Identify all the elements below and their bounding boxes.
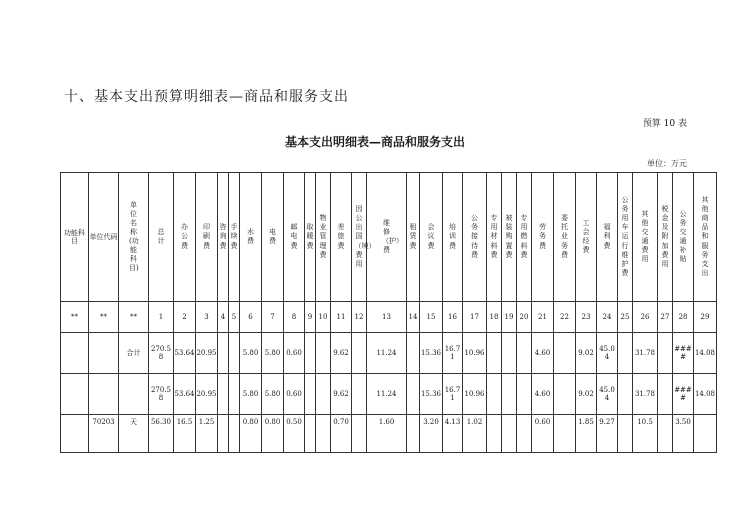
- table-cell: 11.24: [367, 374, 407, 415]
- table-cell: [407, 415, 420, 453]
- table-cell: [61, 415, 89, 453]
- index-cell: 2: [174, 302, 196, 333]
- column-header: [61, 173, 89, 302]
- column-header-label: 因公出国（境）费用: [354, 205, 376, 268]
- table-cell: [618, 374, 633, 415]
- table-cell: 9.27: [597, 415, 618, 453]
- index-cell: 14: [407, 302, 420, 333]
- column-header-label: 维修（护）费: [382, 218, 403, 255]
- column-index-row: [61, 302, 717, 333]
- table-cell: 31.78: [633, 333, 658, 374]
- index-cell: 6: [240, 302, 262, 333]
- table-cell: [61, 333, 89, 374]
- table-cell: 0.60: [284, 333, 305, 374]
- table-cell: ####: [673, 374, 694, 415]
- table-cell: 4.60: [532, 333, 554, 374]
- index-cell: 10: [316, 302, 331, 333]
- column-header-label: 会议费: [427, 223, 435, 250]
- table-cell: 270.58: [149, 374, 174, 415]
- column-header-label: 其他交通费用: [641, 209, 649, 264]
- table-cell: 1.02: [463, 415, 487, 453]
- table-cell: [618, 333, 633, 374]
- table-cell: 31.78: [633, 374, 658, 415]
- table-cell: [502, 333, 517, 374]
- column-header-label: 税金及附加费用: [661, 205, 669, 268]
- table-cell: 5.80: [240, 374, 262, 415]
- table-cell: [407, 333, 420, 374]
- column-header-label: 单位名称(功能科目): [129, 200, 139, 273]
- column-header-label: 工会经费: [582, 218, 590, 255]
- column-header-label: 专用燃料费: [520, 214, 528, 259]
- index-cell: 17: [463, 302, 487, 333]
- table-cell: 14.08: [694, 333, 717, 374]
- index-cell: 12: [352, 302, 367, 333]
- table-cell: [229, 415, 240, 453]
- table-cell: [352, 333, 367, 374]
- column-header: [694, 173, 717, 302]
- header-row: [61, 173, 717, 302]
- column-header-label: 培训费: [449, 223, 456, 250]
- table-cell: 10.96: [463, 333, 487, 374]
- column-header: [229, 173, 240, 302]
- table-cell: 9.02: [576, 333, 597, 374]
- column-header-label: 公务交通补贴: [679, 209, 687, 264]
- table-cell: [119, 374, 149, 415]
- table-cell: 15.36: [420, 333, 443, 374]
- table-cell: [487, 374, 502, 415]
- table-cell: [305, 374, 316, 415]
- table-cell: [554, 333, 576, 374]
- column-header-label: 总计: [157, 227, 165, 245]
- table-cell: [554, 374, 576, 415]
- index-cell: 15: [420, 302, 443, 333]
- table-cell: [502, 374, 517, 415]
- table-cell: [229, 374, 240, 415]
- index-cell: 18: [487, 302, 502, 333]
- table-cell: [218, 374, 229, 415]
- index-cell: 21: [532, 302, 554, 333]
- table-cell: 9.62: [331, 333, 352, 374]
- table-cell: [229, 333, 240, 374]
- table-cell: 70203: [89, 415, 119, 453]
- index-cell: 13: [367, 302, 407, 333]
- table-cell: [658, 333, 673, 374]
- table-cell: 9.62: [331, 374, 352, 415]
- table-cell: 3.20: [420, 415, 443, 453]
- index-cell: 26: [633, 302, 658, 333]
- column-header: [420, 173, 443, 302]
- column-header-label: 办公费: [181, 223, 188, 250]
- table-cell: [352, 374, 367, 415]
- column-header: [305, 173, 316, 302]
- index-cell: 9: [305, 302, 316, 333]
- table-cell: 0.80: [262, 415, 284, 453]
- table-row: [61, 333, 717, 374]
- table-cell: 16.71: [443, 374, 463, 415]
- table-cell: 5.80: [262, 333, 284, 374]
- column-header-label: 功能科目: [64, 228, 85, 245]
- table-cell: 16.71: [443, 333, 463, 374]
- index-cell: 29: [694, 302, 717, 333]
- table-cell: [517, 415, 532, 453]
- column-header: [502, 173, 517, 302]
- table-cell: 20.95: [196, 374, 218, 415]
- table-cell: [316, 415, 331, 453]
- index-cell: 19: [502, 302, 517, 333]
- column-header: [532, 173, 554, 302]
- table-cell: [316, 333, 331, 374]
- column-header: [443, 173, 463, 302]
- table-cell: 3.50: [673, 415, 694, 453]
- column-header-label: 印刷费: [203, 223, 210, 250]
- table-cell: [694, 415, 717, 453]
- column-header-label: 专用材料费: [490, 214, 498, 259]
- table-cell: [218, 415, 229, 453]
- column-header-label: 被装购置费: [505, 214, 513, 259]
- index-cell: 8: [284, 302, 305, 333]
- column-header: [407, 173, 420, 302]
- table-cell: 9.02: [576, 374, 597, 415]
- index-cell: 20: [517, 302, 532, 333]
- column-header: [517, 173, 532, 302]
- index-cell: 3: [196, 302, 218, 333]
- index-cell: 4: [218, 302, 229, 333]
- column-header: [463, 173, 487, 302]
- column-header: [487, 173, 502, 302]
- column-header-label: 物业管理费: [319, 214, 327, 259]
- table-cell: 15.36: [420, 374, 443, 415]
- table-cell: 0.80: [240, 415, 262, 453]
- column-header-label: 公务接待费: [471, 214, 478, 259]
- table-cell: 0.70: [331, 415, 352, 453]
- table-cell: 1.60: [367, 415, 407, 453]
- table-cell: [517, 333, 532, 374]
- table-cell: ####: [673, 333, 694, 374]
- table-cell: 1.25: [196, 415, 218, 453]
- table-number: 预算 10 表: [642, 119, 687, 129]
- column-header: [576, 173, 597, 302]
- column-header-label: 咨询费: [219, 223, 227, 250]
- column-header-label: 水费: [247, 227, 254, 245]
- column-header: [331, 173, 352, 302]
- column-header: [119, 173, 149, 302]
- table-row: [61, 374, 717, 415]
- table-cell: 53.64: [174, 333, 196, 374]
- index-cell: **: [89, 302, 119, 333]
- table-cell: 4.13: [443, 415, 463, 453]
- index-cell: 27: [658, 302, 673, 333]
- column-header-label: 取暖费: [306, 223, 314, 250]
- index-cell: 5: [229, 302, 240, 333]
- column-header: [240, 173, 262, 302]
- column-header: [284, 173, 305, 302]
- table-cell: [407, 374, 420, 415]
- table-cell: 270.58: [149, 333, 174, 374]
- table-cell: 5.80: [262, 374, 284, 415]
- table-title: 基本支出明细表—商品和服务支出: [284, 135, 465, 149]
- table-cell: 11.24: [367, 333, 407, 374]
- table-cell: 5.80: [240, 333, 262, 374]
- table-cell: [502, 415, 517, 453]
- index-cell: 28: [673, 302, 694, 333]
- table-cell: [517, 374, 532, 415]
- table-cell: [305, 333, 316, 374]
- unit-label: 单位：万元: [647, 159, 687, 168]
- column-header-label: 邮电费: [290, 223, 298, 250]
- column-header-label: 委托业务费: [561, 214, 568, 259]
- table-cell: 0.50: [284, 415, 305, 453]
- table-cell: [218, 333, 229, 374]
- table-cell: [61, 374, 89, 415]
- column-header: [218, 173, 229, 302]
- index-cell: 25: [618, 302, 633, 333]
- column-header: [89, 173, 119, 302]
- index-cell: **: [119, 302, 149, 333]
- column-header-label: 手续费: [230, 223, 238, 250]
- column-header: [367, 173, 407, 302]
- table-cell: 20.95: [196, 333, 218, 374]
- column-header: [196, 173, 218, 302]
- expenditure-table: [60, 172, 717, 453]
- table-cell: 45.04: [597, 374, 618, 415]
- table-cell: [352, 415, 367, 453]
- column-header-label: 劳务费: [539, 223, 546, 250]
- column-header: [174, 173, 196, 302]
- table-cell: 10.96: [463, 374, 487, 415]
- table-cell: 10.5: [633, 415, 658, 453]
- table-cell: 14.08: [694, 374, 717, 415]
- column-header: [597, 173, 618, 302]
- section-heading: 十、基本支出预算明细表—商品和服务支出: [64, 89, 349, 105]
- table-cell: [305, 415, 316, 453]
- table-cell: [89, 333, 119, 374]
- table-cell: 合计: [119, 333, 149, 374]
- index-cell: 16: [443, 302, 463, 333]
- table-cell: [658, 374, 673, 415]
- column-header: [149, 173, 174, 302]
- table-row: [61, 415, 717, 453]
- table-cell: 53.64: [174, 374, 196, 415]
- table-cell: [487, 415, 502, 453]
- table-cell: [618, 415, 633, 453]
- column-header-label: 福利费: [603, 223, 611, 250]
- column-header: [633, 173, 658, 302]
- column-header: [554, 173, 576, 302]
- index-cell: 22: [554, 302, 576, 333]
- table-cell: 45.04: [597, 333, 618, 374]
- column-header: [673, 173, 694, 302]
- column-header-label: 租赁费: [409, 223, 417, 250]
- index-cell: 24: [597, 302, 618, 333]
- column-header: [352, 173, 376, 302]
- index-cell: **: [61, 302, 89, 333]
- column-header-label: 电费: [269, 227, 276, 245]
- column-header: [316, 173, 331, 302]
- expenditure-table-container: [60, 172, 716, 530]
- column-header-label: 公务用车运行维护费: [621, 196, 629, 277]
- index-cell: 1: [149, 302, 174, 333]
- table-cell: 天: [119, 415, 149, 453]
- column-header-label: 差旅费: [337, 223, 345, 250]
- index-cell: 11: [331, 302, 352, 333]
- table-cell: [487, 333, 502, 374]
- table-cell: 0.60: [284, 374, 305, 415]
- table-cell: [89, 374, 119, 415]
- column-header: [658, 173, 673, 302]
- table-cell: 0.60: [532, 415, 554, 453]
- table-cell: [554, 415, 576, 453]
- table-cell: 56.30: [149, 415, 174, 453]
- table-cell: 16.5: [174, 415, 196, 453]
- table-cell: 1.85: [576, 415, 597, 453]
- column-header-label: 单位代码: [89, 232, 118, 241]
- table-cell: [316, 374, 331, 415]
- column-header-label: 其他商品和服务支出: [701, 196, 709, 277]
- table-cell: 4.60: [532, 374, 554, 415]
- table-cell: [658, 415, 673, 453]
- index-cell: 7: [262, 302, 284, 333]
- column-header: [618, 173, 633, 302]
- index-cell: 23: [576, 302, 597, 333]
- column-header: [262, 173, 284, 302]
